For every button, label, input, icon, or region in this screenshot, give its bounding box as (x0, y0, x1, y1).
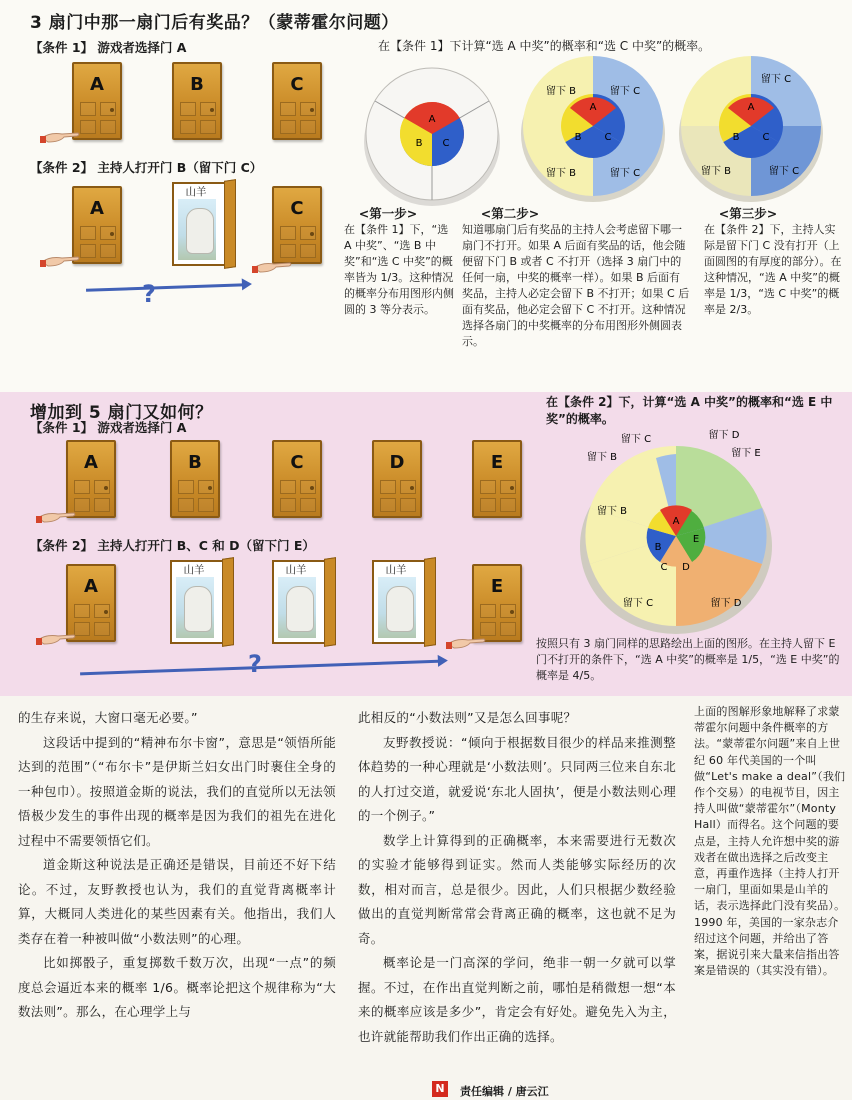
editor-credit: 责任编辑 / 唐云江 (460, 1085, 549, 1098)
outer-label: 留下 B (545, 86, 577, 97)
goat-image (176, 576, 214, 638)
pointing-hand-icon (40, 128, 80, 144)
section1-condition-2: 【条件 2】 主持人打开门 B（留下门 C） (30, 160, 263, 175)
paragraph: 这段话中提到的“精神布尔卡窗”，意思是“领悟所能达到的范围”（“布尔卡”是伊斯兰妇女出门时裹住全身的一种包巾）。按照道金斯的说法，我们的直觉所以无法领悟极少发生的事件出现的概率是因为我们的祖先在进化过程中不需要领悟它们。 (18, 734, 336, 848)
door-letter: E (490, 576, 504, 597)
pie-label-b: B (574, 132, 582, 143)
goat-label: 山羊 (274, 562, 318, 577)
goat-image (178, 198, 216, 260)
section1-title: 3 扇门中那一扇门后有奖品？（蒙蒂霍尔问题） (30, 13, 399, 33)
three-door-panel (0, 0, 852, 392)
article-column-2 (358, 706, 676, 1049)
door-e-5-bottom (472, 564, 522, 642)
step1-title: <第一步> (358, 206, 418, 221)
paragraph: 友野教授说：“倾向于根据数目很少的样品来推测整体趋势的一种心理就是‘小数法则’。只同两三位来自东北的人打过交道，就爱说‘东北人固执’，便是小数法则心理的一个例子。” (358, 734, 676, 823)
section2-chart-note: 按照只有 3 扇门同样的思路绘出上面的图形。在主持人留下 E 门不打开的条件下，“选 A 中奖”的概率是 1/5，“选 E 中奖”的概率是 4/5。 (536, 637, 840, 682)
step2-text: 知道哪扇门后有奖品的主持人会考虑留下哪一扇门不打开。如果 A 后面有奖品的话，他会随便留下门 B 或者 C 不打开（选择 3 扇门中的任何一扇，中奖的概率一样）。如果 B 后面有奖品，主持人必定会留下 B 不打开；如果 C 后面有奖品，他必定会留下 C 不打开。这种情况选择各扇门的中奖概率的分布用图形外侧圆表示。 (462, 223, 690, 348)
outer-label: 留下 C (620, 434, 652, 445)
pointing-hand-icon (252, 258, 292, 274)
article-body (0, 696, 852, 1100)
door-c-bottom (272, 186, 322, 264)
section2-condition-2: 【条件 2】 主持人打开门 B、C 和 D（留下门 E） (30, 538, 315, 553)
door-letter: B (190, 74, 204, 95)
paragraph: 概率论是一门高深的学问，绝非一朝一夕就可以掌握。不过，在作出直觉判断之前，哪怕是稍微想一想“本来的概率应该是多少”，肯定会有好处。避免先入为主，也许就能帮助我们作出正确的选择。 (358, 955, 676, 1044)
side-note: 上面的图解形象地解释了求蒙蒂霍尔问题中条件概率的方法。“蒙蒂霍尔问题”来自上世纪 60 年代美国的一个叫做“Let's make a deal”（我们作个交易）的电视节目，因主持人叫做“蒙蒂霍尔”（Monty Hall）而得名。这个问题的要点是，主持人允许想中奖的游戏者在做出选择之后改变主意，再重作选择（主持人打开一扇门，里面如果是山羊的话，表示选择此门没有奖品）。1990 年，美国的一家杂志介绍过这个问题，并给出了答案，据说引来大量来信指出答案是错误的（其实没有错）。 (694, 705, 846, 978)
door-letter: D (389, 452, 405, 473)
door-letter: E (490, 452, 504, 473)
door-letter: A (90, 198, 104, 219)
door-letter: A (90, 74, 104, 95)
pie-label-c: C (442, 138, 450, 149)
goat-label: 山羊 (174, 184, 218, 199)
pie-step1 (362, 66, 502, 206)
outer-label: 留下 C (609, 168, 641, 179)
outer-label: 留下 B (596, 506, 628, 517)
pointing-hand-icon (36, 508, 76, 524)
step3-text: 在【条件 2】下，主持人实际是留下门 C 没有打开（上面圆图的有厚度的部分）。在这种情况，“选 A 中奖”的概率是 1/3，“选 C 中奖”的概率是 2/3。 (704, 223, 842, 316)
paragraph: 数学上计算得到的正确概率，本来需要进行无数次的实验才能够得到证实。然而人类能够实际经历的次数，相对而言，总是很少。因此，人们只根据少数经验做出的直觉判断常常会背离正确的概率，这也就不足为奇。 (358, 832, 676, 946)
paragraph: 道金斯这种说法是正确还是错误，目前还不好下结论。不过，友野教授也认为，我们的直觉背离概率计算，大概同人类进化的某些因素有关。他指出，我们人类存在着一种被叫做“小数法则”的心理。 (18, 857, 336, 946)
door-d-5 (372, 440, 422, 518)
door-letter: B (188, 452, 202, 473)
pie-label-c: C (762, 132, 770, 143)
door-e-5 (472, 440, 522, 518)
open-door-d-goat (372, 560, 428, 644)
section2-chart-heading: 在【条件 2】下，计算“选 A 中奖”的概率和“选 E 中奖”的概率。 (546, 395, 833, 426)
outer-label: 留下 C (622, 598, 654, 609)
outer-label: 留下 B (545, 168, 577, 179)
door-c-5 (272, 440, 322, 518)
open-door-b-goat (172, 182, 228, 266)
step2-title: <第二步> (480, 206, 540, 221)
door-letter: C (290, 74, 304, 95)
section1-condition-1: 【条件 1】 游戏者选择门 A (30, 40, 187, 55)
paragraph: 此相反的“小数法则”又是怎么回事呢？ (358, 710, 577, 725)
pie-step3 (676, 44, 826, 204)
open-door-b-goat (170, 560, 226, 644)
magazine-logo: N (432, 1081, 448, 1097)
switch-arrow (86, 283, 246, 292)
pointing-hand-icon (446, 634, 486, 650)
outer-label: 留下 B (586, 452, 618, 463)
door-letter: C (290, 452, 304, 473)
goat-label: 山羊 (374, 562, 418, 577)
five-door-panel (0, 392, 852, 696)
paragraph: 比如掷骰子，重复掷数千数万次，出现“一点”的频度总会逼近本来的概率 1/6。概率论把这个规律称为“大数法则”。那么，在心理学上与 (18, 955, 336, 1019)
pie-label-a: A (428, 114, 436, 125)
article-column-1 (18, 706, 336, 1025)
outer-label: 留下 D (708, 430, 740, 441)
outer-label: 留下 C (609, 86, 641, 97)
door-b-5 (170, 440, 220, 518)
pie-label-b: B (732, 132, 740, 143)
paragraph: 的生存来说，大窗口毫无必要。” (18, 710, 198, 725)
pie-label-a: A (747, 102, 755, 113)
pie-label-e: E (692, 534, 700, 545)
pointing-hand-icon (40, 252, 80, 268)
step1-text: 在【条件 1】下，“选 A 中奖”、“选 B 中奖”和“选 C 中奖”的概率皆为 1/3。这种情况的概率分布用图形内侧圆的 3 等分表示。 (344, 223, 454, 316)
door-letter: A (84, 576, 98, 597)
section1-chart-heading: 在【条件 1】下计算“选 A 中奖”的概率和“选 C 中奖”的概率。 (378, 39, 711, 53)
pie-label-d: D (682, 562, 690, 573)
pie-label-b: B (654, 542, 662, 553)
door-b-top (172, 62, 222, 140)
goat-image (378, 576, 416, 638)
section2-title: 增加到 5 扇门又如何？ (30, 403, 213, 423)
open-door-c-goat (272, 560, 328, 644)
door-c-top (272, 62, 322, 140)
door-letter: A (84, 452, 98, 473)
pie-label-a: A (672, 516, 680, 527)
outer-label: 留下 E (731, 448, 761, 459)
pie-label-c: C (660, 562, 668, 573)
question-mark: ? (142, 280, 156, 308)
question-mark: ? (248, 650, 262, 678)
door-a-5 (66, 440, 116, 518)
door-letter: C (290, 198, 304, 219)
outer-label: 留下 B (700, 166, 732, 177)
step3-title: <第三步> (718, 206, 778, 221)
outer-label: 留下 C (768, 166, 800, 177)
pie-label-a: A (589, 102, 597, 113)
goat-label: 山羊 (172, 562, 216, 577)
outer-label: 留下 D (710, 598, 742, 609)
pointing-hand-icon (36, 630, 76, 646)
section2-condition-1: 【条件 1】 游戏者选择门 A (30, 420, 187, 435)
pie-label-b: B (415, 138, 423, 149)
pie-label-c: C (604, 132, 612, 143)
pie-step2 (518, 44, 668, 204)
outer-label: 留下 C (760, 74, 792, 85)
goat-image (278, 576, 316, 638)
pie-five-doors (566, 428, 786, 642)
